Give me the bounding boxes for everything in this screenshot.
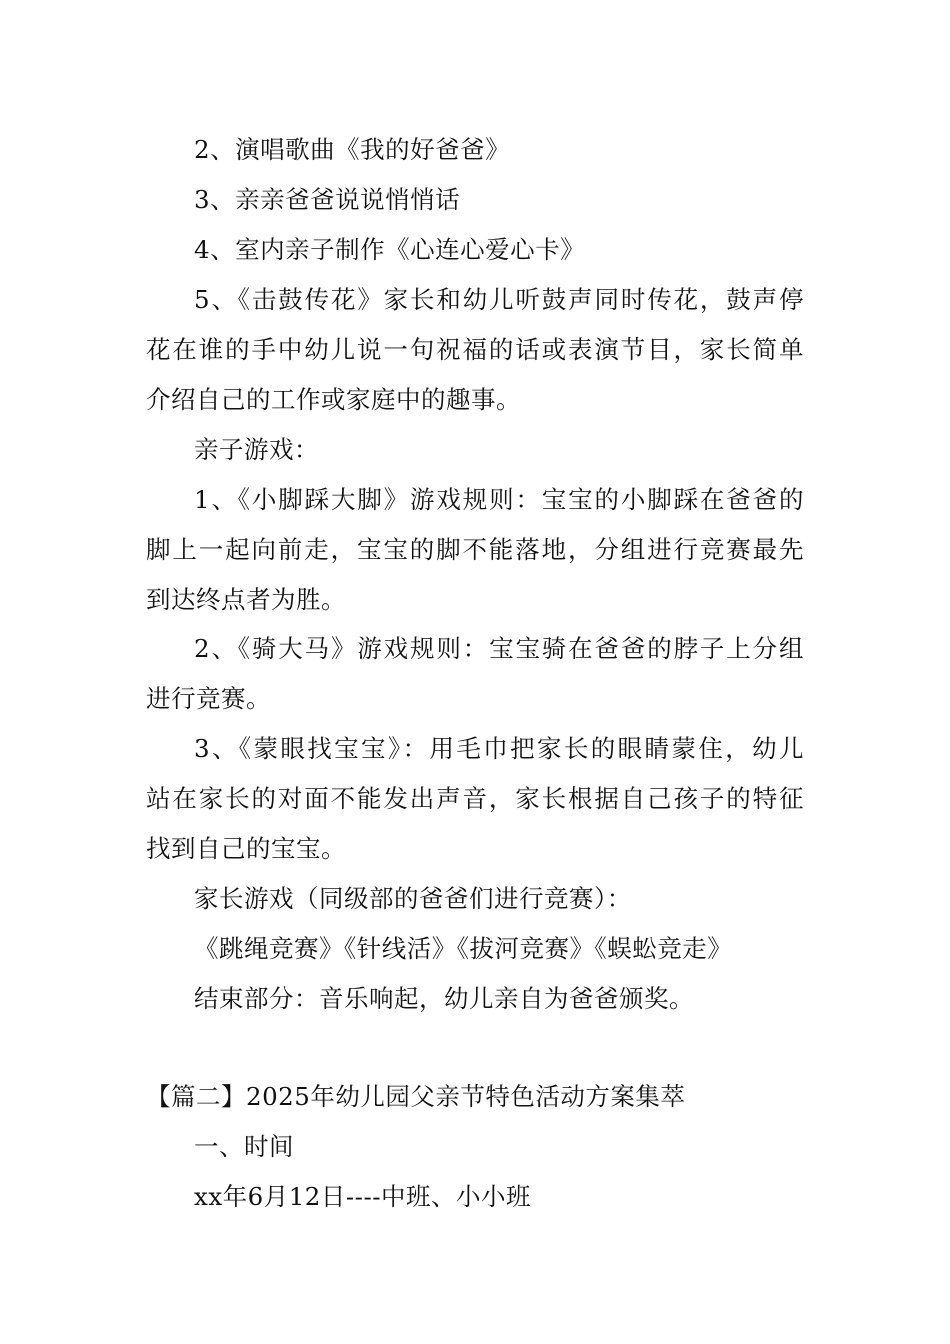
activity-item-3: 3、亲亲爸爸说说悄悄话 [194, 185, 461, 214]
activity-item-5-line-3: 介绍自己的工作或家庭中的趣事。 [146, 385, 521, 414]
game-1-line-1: 1、《小脚踩大脚》游戏规则：宝宝的小脚踩在爸爸的 [194, 485, 804, 514]
game-2-line-2: 进行竞赛。 [146, 684, 271, 713]
game-3-line-3: 找到自己的宝宝。 [146, 834, 346, 863]
game-1-line-3: 到达终点者为胜。 [146, 585, 346, 614]
game-3-line-1: 3、《蒙眼找宝宝》：用毛巾把家长的眼睛蒙住，幼儿 [194, 734, 804, 763]
activity-item-4: 4、室内亲子制作《心连心爱心卡》 [194, 235, 586, 264]
activity-item-5-line-2: 花在谁的手中幼儿说一句祝福的话或表演节目，家长简单 [146, 335, 804, 364]
game-2-line-1: 2、《骑大马》游戏规则：宝宝骑在爸爸的脖子上分组 [194, 634, 804, 663]
parent-games-list: 《跳绳竞赛》《针线活》《拔河竞赛》《蜈蚣竞走》 [194, 934, 733, 963]
activity-item-2: 2、演唱歌曲《我的好爸爸》 [194, 135, 511, 164]
part-two-title: 【篇二】2025年幼儿园父亲节特色活动方案集萃 [146, 1082, 686, 1111]
game-1-line-2: 脚上一起向前走，宝宝的脚不能落地，分组进行竞赛最先 [146, 535, 804, 564]
date-line: xx年6月12日----中班、小小班 [194, 1182, 532, 1211]
section-time-heading: 一、时间 [194, 1132, 294, 1161]
parent-games-heading: 家长游戏（同级部的爸爸们进行竞赛）： [194, 884, 632, 913]
ending-section: 结束部分：音乐响起，幼儿亲自为爸爸颁奖。 [194, 984, 694, 1013]
game-3-line-2: 站在家长的对面不能发出声音，家长根据自己孩子的特征 [146, 784, 804, 813]
activity-item-5-line-1: 5、《击鼓传花》家长和幼儿听鼓声同时传花，鼓声停 [194, 285, 804, 314]
parent-child-games-heading: 亲子游戏： [194, 435, 319, 464]
